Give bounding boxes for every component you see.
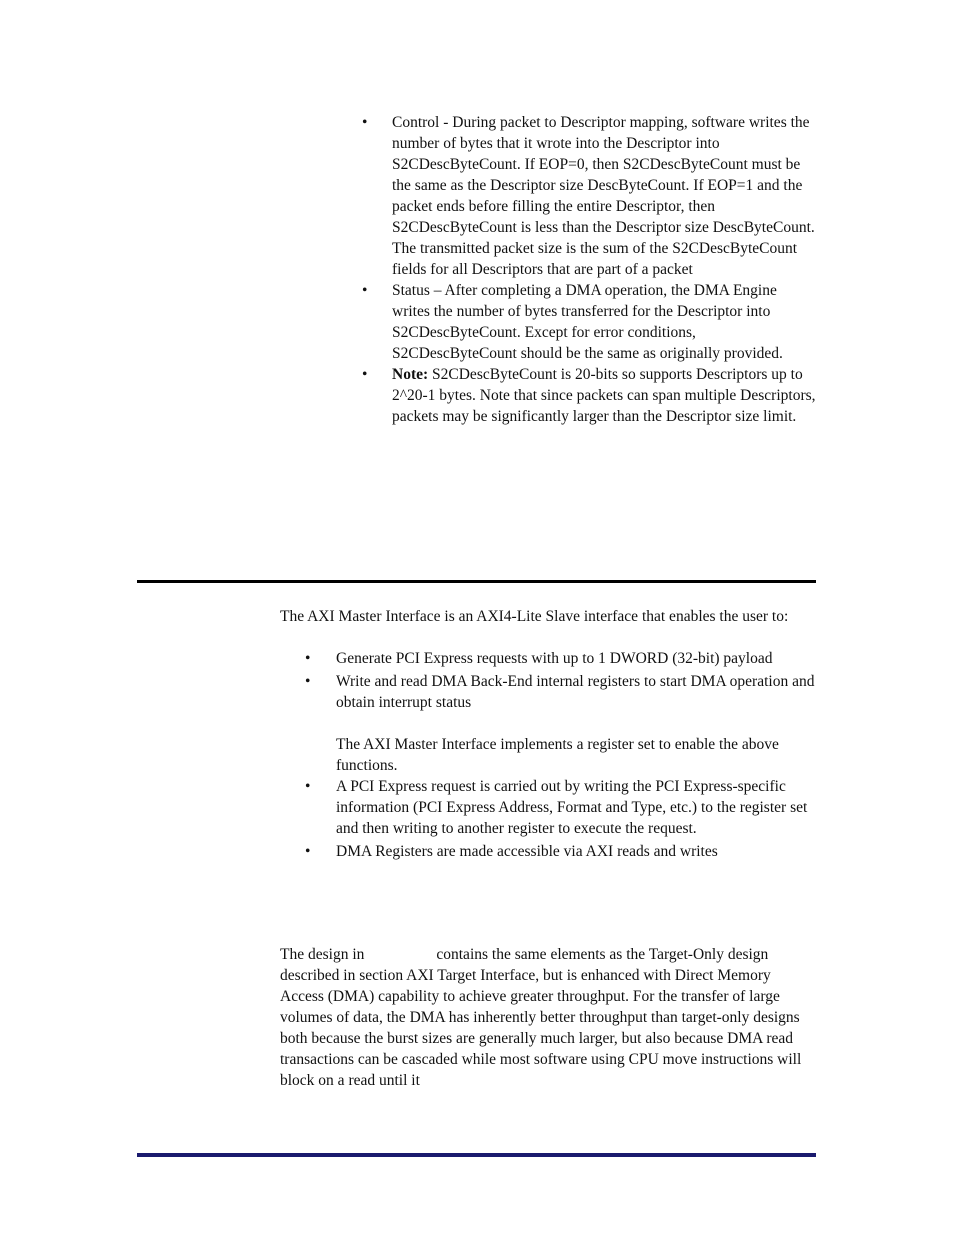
descriptor-bytecount-list: [362, 112, 818, 427]
list-item-text: Generate PCI Express requests with up to 1 DWORD (32-bit) payload: [336, 650, 773, 667]
bullet-glyph: •: [305, 778, 311, 795]
list-item-text: A PCI Express request is carried out by writing the PCI Express-specific information (PCI Express Address, Format and Type, etc.) to the register set and then writing to another register to execute the request.: [336, 778, 808, 837]
list-item: [305, 671, 817, 713]
bullet-glyph: •: [305, 843, 311, 860]
bullet-glyph: •: [305, 650, 311, 667]
list-item: [362, 364, 818, 427]
list-item: [305, 776, 817, 839]
bullet-glyph: •: [362, 282, 368, 299]
list-item-text: Write and read DMA Back-End internal registers to start DMA operation and obtain interrupt status: [336, 673, 815, 711]
dma-design-paragraph: [280, 944, 815, 1091]
dma-design-lead: The design in: [280, 946, 365, 963]
list-item: [362, 280, 818, 364]
bullet-glyph: •: [362, 366, 368, 383]
list-item-text: DMA Registers are made accessible via AXI reads and writes: [336, 843, 718, 860]
list-item-text: Control - During packet to Descriptor mapping, software writes the number of bytes that it wrote into the Descriptor into S2CDescByteCount. If EOP=0, then S2CDescByteCount must be the same as the Descriptor size DescByteCount. If EOP=1 and the packet ends before filling the entire Descriptor, then S2CDescByteCount is less than the Descriptor size DescByteCount. The transmitted packet size is the sum of the S2CDescByteCount fields for all Descriptors that are part of a packet: [392, 114, 815, 278]
bullet-glyph: •: [305, 673, 311, 690]
list-item-text: Status – After completing a DMA operation, the DMA Engine writes the number of bytes transferred for the Descriptor into S2CDescByteCount. Except for error conditions, S2CDescByteCount should be the same as originally provided.: [392, 282, 783, 362]
register-set-note: The AXI Master Interface implements a register set to enable the above functions.: [336, 736, 779, 774]
list-item: [362, 112, 818, 280]
dma-design-text: contains the same elements as the Target-Only design described in section AXI Target Interface, but is enhanced with Direct Memory Access (DMA) capability to achieve greater throughput. For the transfer of large volumes of data, the DMA has inherently better throughput than target-only designs both because the burst sizes are generally much larger, but also because DMA read transactions can be cascaded while most software using CPU move instructions will block on a read until it: [280, 946, 802, 1089]
list-spacer: [305, 713, 817, 734]
axi-master-capabilities-list: [305, 648, 817, 862]
section-divider: [137, 580, 816, 583]
bullet-glyph: •: [362, 114, 368, 131]
list-item-text: S2CDescByteCount is 20-bits so supports Descriptors up to 2^20-1 bytes. Note that since packets can span multiple Descriptors, packets may be significantly larger than the Descriptor size limit.: [392, 366, 816, 425]
list-item: [305, 648, 817, 669]
note-label: Note:: [392, 366, 429, 383]
list-item: [305, 841, 817, 862]
axi-master-intro: The AXI Master Interface is an AXI4-Lite Slave interface that enables the user to:: [280, 608, 789, 625]
footer-divider: [137, 1153, 816, 1157]
